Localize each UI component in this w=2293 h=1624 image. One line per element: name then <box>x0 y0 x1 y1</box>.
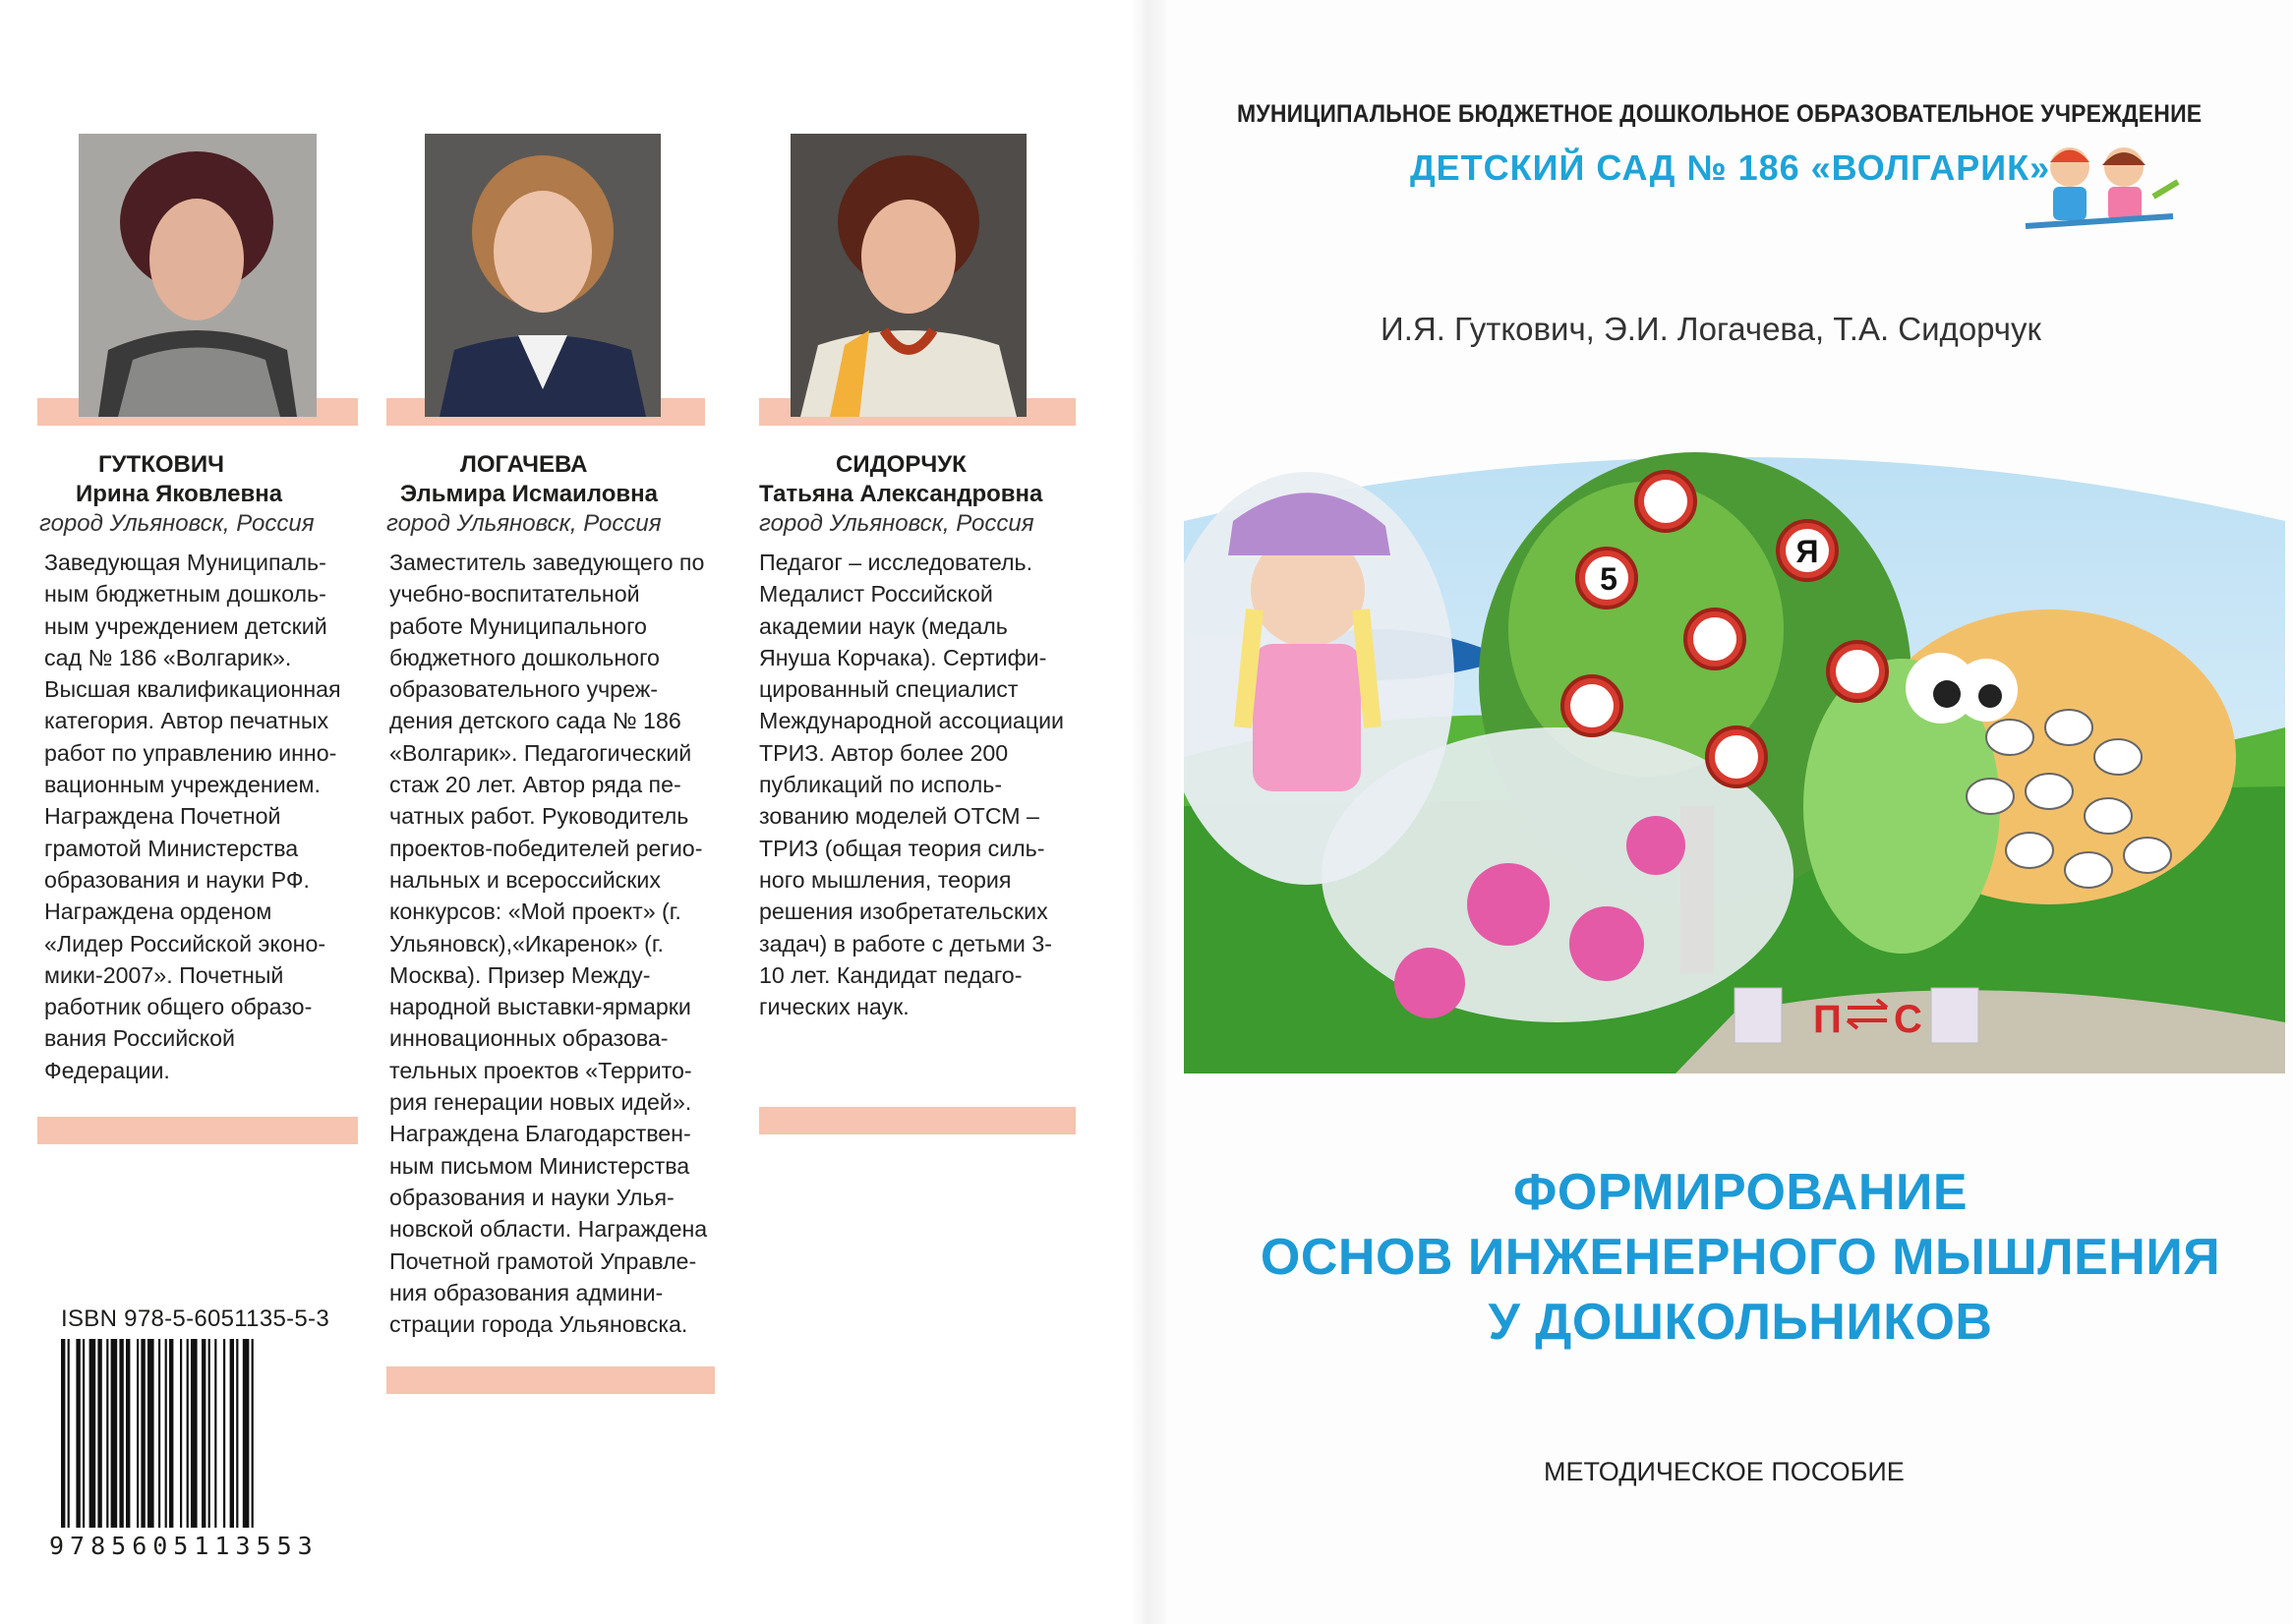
author-surname: ЛОГАЧЕВА <box>460 451 588 478</box>
barcode-bar <box>243 1339 250 1528</box>
barcode-bar <box>214 1339 216 1528</box>
author-city: город Ульяновск, Россия <box>386 510 662 537</box>
decor-bar <box>37 1117 358 1144</box>
barcode-bar <box>191 1339 198 1528</box>
author-card-2 <box>425 134 661 417</box>
author-name: Ирина Яковлевна <box>76 481 283 507</box>
decor-bar <box>759 1107 1076 1134</box>
barcode-bar <box>202 1339 206 1528</box>
barcode-bar <box>97 1339 101 1528</box>
barcode-bar <box>223 1339 225 1528</box>
author-text-3 <box>759 450 1084 1022</box>
formula-c: С <box>1894 998 1922 1041</box>
barcode-bar <box>158 1339 160 1528</box>
isbn-text: ISBN 978-5-6051135-5-3 <box>61 1305 329 1332</box>
author-card-1 <box>79 134 374 417</box>
author-name: Татьяна Александровна <box>759 481 1043 507</box>
barcode-bar <box>208 1339 210 1528</box>
barcode-bar <box>106 1339 108 1528</box>
barcode-bar <box>141 1339 145 1528</box>
cover-illustration <box>1184 433 2285 1073</box>
game-number-label: 5 <box>1600 561 1617 597</box>
title-line-1: ФОРМИРОВАНИЕ <box>1512 1164 1969 1221</box>
institution-line-1: МУНИЦИПАЛЬНОЕ БЮДЖЕТНОЕ ДОШКОЛЬНОЕ ОБРАЗОВАТЕЛЬНОЕ УЧРЕЖДЕНИЕ <box>1237 100 2203 128</box>
front-authors: И.Я. Гуткович, Э.И. Логачева, Т.А. Сидорчук <box>1381 311 2041 347</box>
barcode-bar <box>147 1339 154 1528</box>
barcode-bar <box>180 1339 182 1528</box>
barcode-bar <box>76 1339 80 1528</box>
barcode-bar <box>126 1339 130 1528</box>
barcode-bar <box>83 1339 85 1528</box>
author-photo-2 <box>425 134 661 417</box>
spine <box>1131 0 1166 1624</box>
game-letter-label: Я <box>1795 534 1819 569</box>
barcode-bar <box>68 1339 70 1528</box>
portrait-image <box>79 134 317 417</box>
author-city: город Ульяновск, Россия <box>759 510 1034 537</box>
author-photo-1 <box>79 134 317 417</box>
author-city: город Ульяновск, Россия <box>39 510 315 537</box>
book-subtitle: МЕТОДИЧЕСКОЕ ПОСОБИЕ <box>1544 1457 1905 1486</box>
barcode-bar <box>165 1339 167 1528</box>
barcode-bar <box>61 1339 65 1528</box>
author-bio: Заведующая Муниципальным бюджетным дошкольным учреждением детский сад № 186 «Волгарик». Высшая квалификационная категория. Автор печатных работ по управлению инновационным учреждением. Награждена Почетной грамотой Министерства образования и науки РФ. Награждена орденом «Лидер Российской экономики-2007». Почетный работник общего образования Российской Федерации. <box>44 550 341 1083</box>
portrait-image <box>425 134 661 417</box>
barcode-bar <box>169 1339 173 1528</box>
author-surname: ГУТКОВИЧ <box>98 451 224 478</box>
author-photo-3 <box>791 134 1027 417</box>
author-bio: Заместитель заведующего по учебно-воспитательной работе Муниципального бюджетного дошкольного образовательного учреждения детского сада № 186 «Волгарик». Педагогический стаж 20 лет. Автор ряда печатных работ. Руководитель проектов-победителей региональных и всероссийских конкурсов: «Мой проект» (г. Ульяновск),«Икаренок» (г. Москва). Призер Международной выставки-ярмарки инновационных образовательных проектов «Территория генерации новых идей». Награждена Благодарственным письмом Министерства образования и науки Ульяновской области. Награждена Почетной грамотой Управления образования администрации города Ульяновска. <box>389 550 708 1338</box>
kids-logo-icon <box>2016 138 2183 236</box>
author-surname: СИДОРЧУК <box>836 451 967 478</box>
ean-digits: 9785605113553 <box>49 1532 319 1560</box>
author-bio: Педагог – исследователь. Медалист Российской академии наук (медаль Януша Корчака). Сертифицированный специалист Международной ассоциации ТРИЗ. Автор более 200 публикаций по использованию моделей ОТСМ – ТРИЗ (общая теория сильного мышления, теория решения изобретательских задач) в работе с детьми 3-10 лет. Кандидат педагогических наук. <box>759 550 1065 1020</box>
author-text-1 <box>39 440 360 1086</box>
decor-bar <box>386 1366 715 1394</box>
book-title <box>1239 1160 2242 1355</box>
barcode-bar <box>230 1339 234 1528</box>
formula-p: П <box>1813 998 1842 1041</box>
author-name: Эльмира Исмаиловна <box>400 481 658 507</box>
barcode-bar <box>111 1339 118 1528</box>
barcode <box>57 1339 324 1528</box>
portrait-image <box>791 134 1027 417</box>
barcode-bar <box>119 1339 123 1528</box>
title-line-2: ОСНОВ ИНЖЕНЕРНОГО МЫШЛЕНИЯ <box>1260 1229 2221 1286</box>
barcode-bar <box>89 1339 96 1528</box>
barcode-bar <box>187 1339 189 1528</box>
title-line-3: У ДОШКОЛЬНИКОВ <box>1488 1294 1993 1351</box>
author-card-3 <box>791 134 1027 417</box>
institution-line-2: ДЕТСКИЙ САД № 186 «ВОЛГАРИК» <box>1410 147 2051 188</box>
barcode-bar <box>236 1339 238 1528</box>
author-text-2 <box>386 450 711 1340</box>
barcode-bar <box>252 1339 254 1528</box>
barcode-bar <box>137 1339 139 1528</box>
